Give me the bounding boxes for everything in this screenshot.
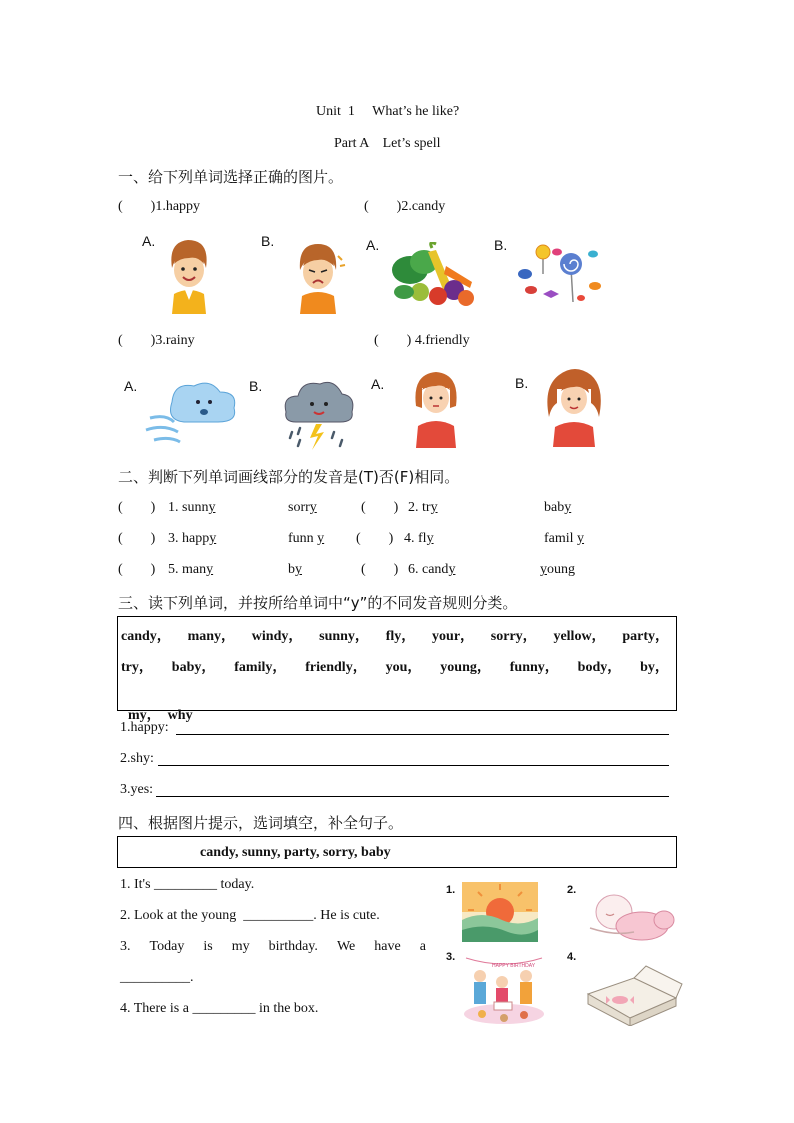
- q4-option-b-label: B.: [515, 375, 529, 391]
- q3-rainy: ( )3.rainy: [118, 333, 195, 348]
- candy-image[interactable]: [513, 240, 605, 306]
- section4-heading: 四、根据图片提示，选词填空，补全句子。: [118, 814, 404, 832]
- paren-6: ( ): [361, 562, 399, 577]
- paren-1: ( ): [118, 500, 156, 515]
- word-list-line-3: my， why: [128, 708, 193, 723]
- fill-q2: 2. Look at the young __________. He is cute.: [120, 908, 380, 923]
- section2-heading: 二、判断下列单词画线部分的发音是(T)否(F)相同。: [118, 468, 460, 486]
- q4-friendly: ( ) 4.friendly: [374, 333, 470, 348]
- fill-q3-blank: __________.: [120, 970, 194, 985]
- answer-label-yes: 3.yes:: [120, 782, 154, 797]
- word-sunny: 1. sunny: [168, 500, 216, 515]
- word-sorry: sorry: [288, 500, 317, 515]
- q2-option-b-label: B.: [494, 237, 508, 253]
- q1-happy: ( )1.happy: [118, 199, 201, 214]
- q1-option-a-label: A.: [142, 233, 156, 249]
- pic-label-2: 2.: [567, 884, 577, 896]
- answer-label-shy: 2.shy:: [120, 751, 154, 766]
- answer-line-yes[interactable]: [156, 796, 669, 797]
- paren-4: ( ): [356, 531, 394, 546]
- word-bank: candy, sunny, party, sorry, baby: [200, 845, 391, 860]
- word-funny: funn y: [288, 531, 325, 546]
- birthday-party-image[interactable]: [462, 952, 546, 1026]
- sleeping-baby-image[interactable]: [584, 888, 678, 944]
- answer-label-happy: 1.happy:: [120, 720, 169, 735]
- sunny-image[interactable]: [462, 882, 538, 942]
- q4-option-a-label: A.: [371, 376, 385, 392]
- fill-q3: 3. Today is my birthday. We have a: [120, 939, 426, 954]
- fill-q1: 1. It's _________ today.: [120, 877, 255, 892]
- vegetables-image[interactable]: [388, 242, 480, 310]
- candy-box-image[interactable]: [584, 964, 684, 1026]
- q3-option-a-label: A.: [124, 378, 138, 394]
- paren-3: ( ): [118, 531, 156, 546]
- windy-cloud-image[interactable]: [144, 374, 242, 446]
- word-family: famil y: [544, 531, 585, 546]
- happy-boy-image[interactable]: [158, 234, 218, 314]
- sad-boy-image[interactable]: [288, 238, 350, 314]
- word-by: by: [288, 562, 302, 577]
- q1-option-b-label: B.: [261, 233, 275, 249]
- girl-curly-hair-image[interactable]: [545, 367, 603, 447]
- part-title: Part A Let’s spell: [334, 136, 441, 151]
- girl-short-hair-image[interactable]: [408, 368, 464, 448]
- paren-2: ( ): [361, 500, 399, 515]
- banner-text: HAPPY BIRTHDAY: [492, 963, 536, 969]
- word-young: young: [540, 562, 575, 577]
- q3-option-b-label: B.: [249, 378, 263, 394]
- rainy-cloud-image[interactable]: [278, 374, 358, 452]
- pic-label-3: 3.: [446, 951, 456, 963]
- word-many: 5. many: [168, 562, 214, 577]
- pic-label-1: 1.: [446, 884, 456, 896]
- word-candy: 6. candy: [408, 562, 456, 577]
- unit-title: Unit 1 What’s he like?: [316, 104, 460, 119]
- answer-line-happy[interactable]: [176, 734, 669, 735]
- section1-heading: 一、给下列单词选择正确的图片。: [118, 168, 344, 186]
- word-baby: baby: [544, 500, 572, 515]
- word-list-line-2: try， baby， family， friendly， you， young， funny， body， by，: [121, 660, 669, 675]
- fill-q4: 4. There is a _________ in the box.: [120, 1001, 319, 1016]
- section3-heading: 三、读下列单词，并按所给单词中“y”的不同发音规则分类。: [118, 594, 518, 612]
- q2-option-a-label: A.: [366, 237, 380, 253]
- answer-line-shy[interactable]: [158, 765, 669, 766]
- paren-5: ( ): [118, 562, 156, 577]
- word-list-line-1: candy， many， windy， sunny， fly， your， sorry， yellow， party，: [121, 629, 669, 644]
- word-fly: 4. fly: [404, 531, 434, 546]
- word-happy: 3. happy: [168, 531, 217, 546]
- word-try: 2. try: [408, 500, 438, 515]
- q2-candy: ( )2.candy: [364, 199, 446, 214]
- pic-label-4: 4.: [567, 951, 577, 963]
